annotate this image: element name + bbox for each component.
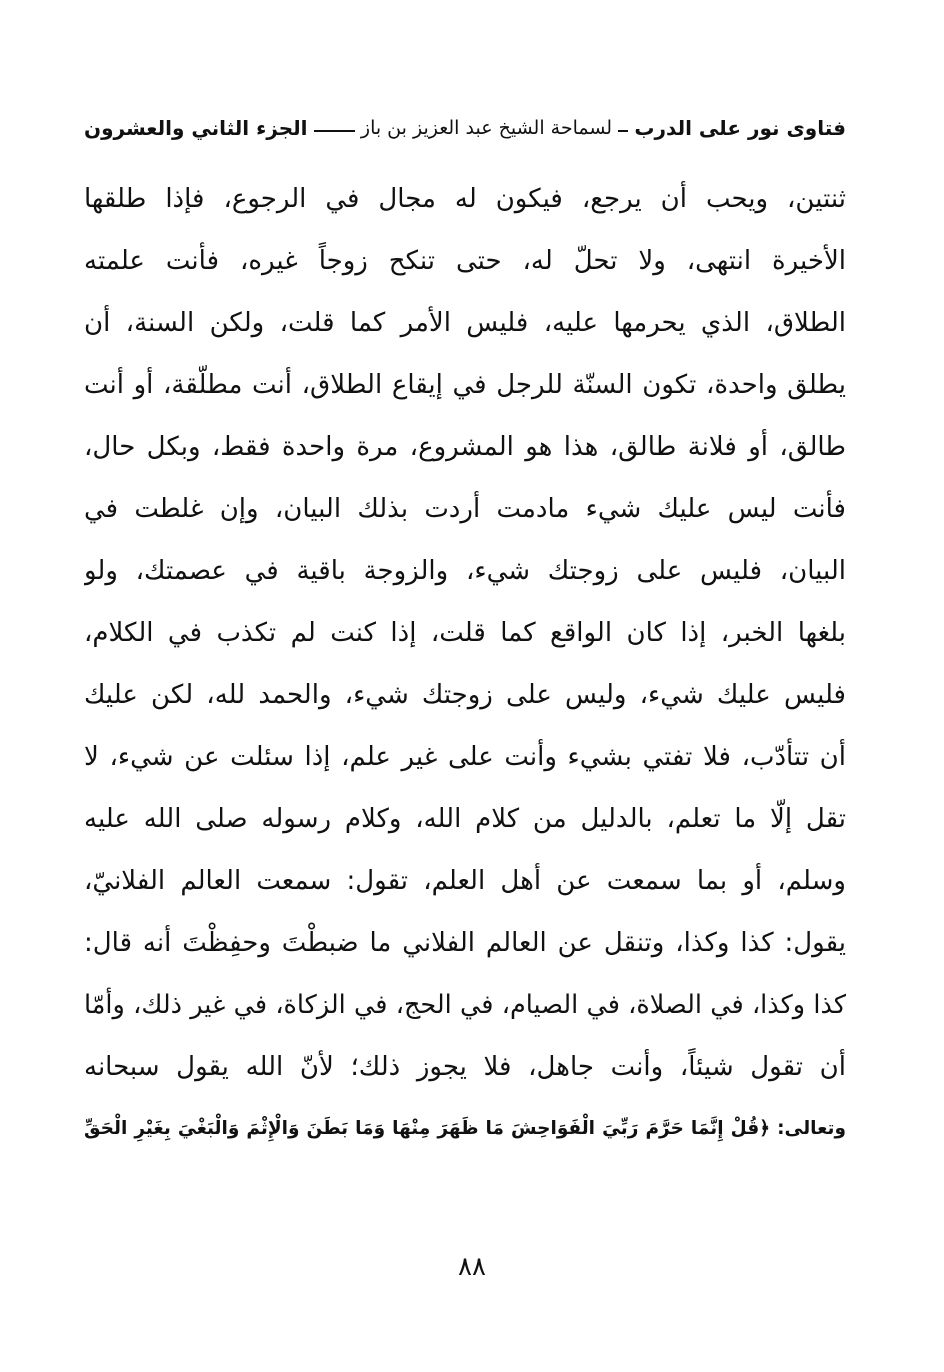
author-line: لسماحة الشيخ عبد العزيز بن باز bbox=[360, 117, 613, 139]
text-line: فأنت ليس عليك شيء مادمت أردت بذلك البيان، وإن غلطت في bbox=[84, 494, 846, 524]
text-line: تقل إلّا ما تعلم، بالدليل من كلام الله، وكلام رسوله صلى الله عليه bbox=[84, 804, 846, 834]
text-line: يطلق واحدة، تكون السنّة للرجل في إيقاع الطلاق، أنت مطلّقة، أو أنت bbox=[84, 370, 846, 400]
header-separator bbox=[618, 130, 628, 132]
text-line: الطلاق، الذي يحرمها عليه، فليس الأمر كما قلت، ولكن السنة، أن bbox=[84, 308, 846, 338]
text-line: كذا وكذا، في الصلاة، في الصيام، في الحج، في الزكاة، في غير ذلك، وأمّا bbox=[84, 990, 846, 1020]
text-line: فليس عليك شيء، وليس على زوجتك شيء، والحمد لله، لكن عليك bbox=[84, 680, 846, 710]
text-line: وسلم، أو بما سمعت عن أهل العلم، تقول: سمعت العالم الفلانيّ، bbox=[84, 866, 846, 896]
running-header bbox=[84, 108, 846, 148]
quran-verse-line: وتعالى: ﴿قُلْ إِنَّمَا حَرَّمَ رَبِّيَ الْفَوَاحِشَ مَا ظَهَرَ مِنْهَا وَمَا بَطَنَ وَالْإِثْمَ وَالْبَغْيَ بِغَيْرِ الْحَقِّ bbox=[84, 1118, 846, 1139]
header-separator bbox=[314, 130, 355, 132]
book-title: فتاوى نور على الدرب bbox=[634, 116, 846, 140]
text-line: يقول: كذا وكذا، وتنقل عن العالم الفلاني ما ضبطْتَ وحفِظْتَ أنه قال: bbox=[84, 928, 846, 958]
fatwa-body bbox=[84, 168, 846, 1160]
text-line: الأخيرة انتهى، ولا تحلّ له، حتى تنكح زوجاً غيره، فأنت علمته bbox=[84, 246, 846, 276]
page-number: ٨٨ bbox=[458, 1252, 486, 1282]
text-line: أن تتأدّب، فلا تفتي بشيء وأنت على غير علم، إذا سئلت عن شيء، لا bbox=[84, 742, 846, 772]
text-line: البيان، فليس على زوجتك شيء، والزوجة باقية في عصمتك، ولو bbox=[84, 556, 846, 586]
text-line: طالق، أو فلانة طالق، هذا هو المشروع، مرة واحدة فقط، وبكل حال، bbox=[84, 432, 846, 462]
volume-part: الجزء الثاني والعشرون bbox=[84, 116, 308, 140]
text-line: أن تقول شيئاً، وأنت جاهل، فلا يجوز ذلك؛ لأنّ الله يقول سبحانه bbox=[84, 1052, 846, 1082]
text-line: بلغها الخبر، إذا كان الواقع كما قلت، إذا كنت لم تكذب في الكلام، bbox=[84, 618, 846, 648]
text-line: ثنتين، ويحب أن يرجع، فيكون له مجال في الرجوع، فإذا طلقها bbox=[84, 184, 846, 214]
